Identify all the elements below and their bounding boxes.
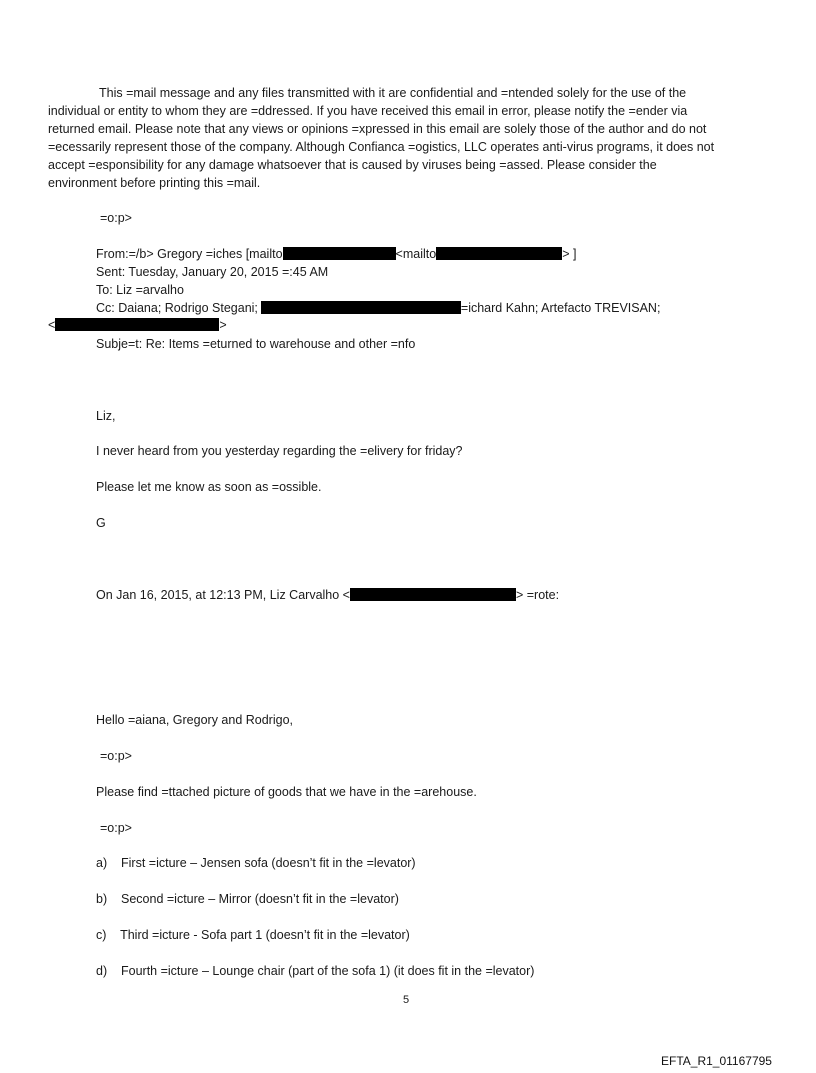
disclaimer-line-2: individual or entity to whom they are =ddressed. If you have received this email in error, please notify the =ender via: [48, 104, 688, 118]
quote-suffix: > =rote:: [515, 588, 560, 602]
cc-line: [96, 300, 660, 317]
reply-line-2: Please let me know as soon as =ossible.: [96, 480, 322, 494]
cc-suffix: =ichard Kahn; Artefacto TREVISAN;: [460, 301, 661, 315]
quote-greeting: Hello =aiana, Gregory and Rodrigo,: [96, 713, 293, 727]
disclaimer-line-5: accept =esponsibility for any damage whatsoever that is caused by viruses being =assed. Please consider the: [48, 158, 657, 172]
redaction-bar: [283, 247, 396, 260]
from-mid: <mailto: [395, 247, 437, 261]
quote-attribution: [96, 587, 559, 604]
cc-prefix: Cc: Daiana; Rodrigo Stegani;: [96, 301, 258, 315]
reply-greeting: Liz,: [96, 409, 116, 423]
reply-line-1: I never heard from you yesterday regarding the =elivery for friday?: [96, 444, 463, 458]
redaction-bar: [436, 247, 562, 260]
from-suffix: > ]: [562, 247, 577, 261]
sent-line: Sent: Tuesday, January 20, 2015 =:45 AM: [96, 265, 329, 279]
redaction-bar: [55, 318, 219, 331]
quote-prefix: On Jan 16, 2015, at 12:13 PM, Liz Carvalho <: [96, 588, 350, 602]
redaction-bar: [261, 301, 461, 314]
to-line: To: Liz =arvalho: [96, 283, 184, 297]
quote-attach-line: Please find =ttached picture of goods that we have in the =arehouse.: [96, 785, 477, 799]
redaction-bar: [350, 588, 516, 601]
disclaimer-line-6: environment before printing this =mail.: [48, 176, 261, 190]
subject-line: Subje=t: Re: Items =eturned to warehouse and other =nfo: [96, 337, 416, 351]
list-item: d) Fourth =icture – Lounge chair (part of the sofa 1) (it does fit in the =levator): [96, 964, 535, 978]
page-number: 5: [403, 994, 410, 1006]
list-item: c) Third =icture - Sofa part 1 (doesn’t fit in the =levator): [96, 928, 410, 942]
disclaimer-line-1: This =mail message and any files transmitted with it are confidential and =ntended solely for the use of the: [99, 86, 687, 100]
cc-continuation-line: [48, 317, 227, 334]
cc-line2-prefix: <: [48, 318, 56, 332]
from-line: [96, 246, 576, 263]
cc-line2-suffix: >: [219, 318, 227, 332]
list-item: a) First =icture – Jensen sofa (doesn’t fit in the =levator): [96, 856, 416, 870]
list-item: b) Second =icture – Mirror (doesn’t fit in the =levator): [96, 892, 399, 906]
disclaimer-line-4: =ecessarily represent those of the company. Although Confianca =ogistics, LLC operates anti-virus programs, it does not: [48, 140, 715, 154]
disclaimer-line-3: returned email. Please note that any views or opinions =xpressed in this email are solely those of the author and do not: [48, 122, 707, 136]
op-tag-3: =o:p>: [100, 821, 132, 835]
op-tag-1: =o:p>: [100, 211, 132, 225]
reply-signoff: G: [96, 516, 106, 530]
document-id-footer: EFTA_R1_01167795: [661, 1054, 772, 1068]
from-prefix: From:=/b> Gregory =iches [mailto: [96, 247, 283, 261]
op-tag-2: =o:p>: [100, 749, 132, 763]
